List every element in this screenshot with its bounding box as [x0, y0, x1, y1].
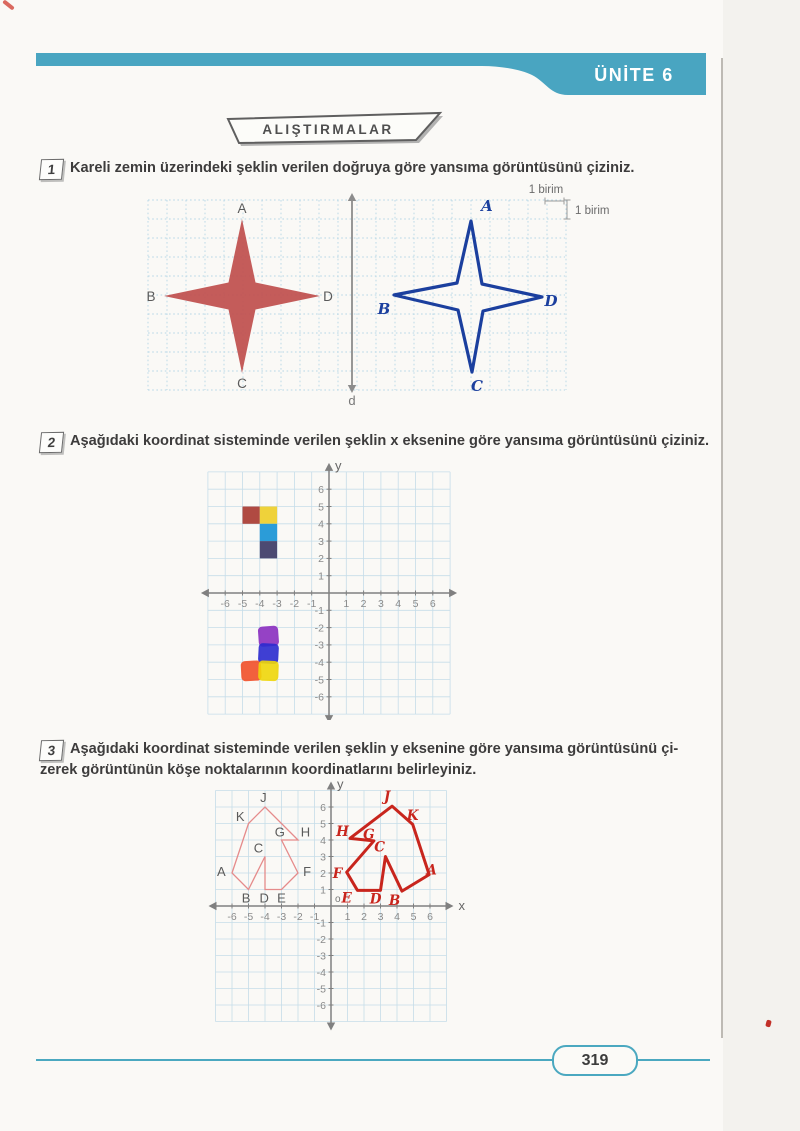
y-tick-label: 2	[318, 553, 324, 566]
exercise-2-text	[40, 431, 725, 452]
y-tick-label: 4	[318, 518, 324, 531]
x-tick-label: 5	[410, 911, 417, 923]
polygon-vertex-label: G	[274, 824, 285, 840]
red-vertex-label: J	[383, 789, 391, 806]
unit-label-right: 1 birim	[575, 205, 610, 217]
x-tick-label: -3	[276, 911, 287, 923]
figure-2	[200, 458, 465, 720]
x-tick-label: -1	[309, 911, 320, 923]
star-vertex-label: A	[237, 201, 247, 216]
y-tick-label: 2	[320, 867, 326, 880]
x-tick-label: 1	[343, 598, 350, 610]
x-tick-label: 2	[360, 598, 367, 610]
polygon-vertex-label: J	[260, 789, 267, 805]
hand-drawn-reflection-square	[241, 661, 261, 681]
axis-arrow	[348, 385, 356, 393]
four-point-star	[164, 219, 320, 373]
x-axis-label: x	[458, 898, 465, 913]
y-tick-label: -6	[314, 691, 324, 704]
shape-square	[260, 507, 277, 524]
x-tick-label: 6	[427, 911, 433, 923]
y-tick-label: -3	[316, 950, 326, 963]
y-tick-label: 3	[320, 851, 326, 864]
x-tick-label: -4	[260, 911, 270, 923]
exercise-3-line-2: zerek görüntünün köşe noktalarının koordinatlarını belirleyiniz.	[40, 762, 477, 778]
x-tick-label: -6	[220, 598, 230, 610]
red-vertex-label: F	[332, 865, 343, 882]
y-tick-label: 6	[320, 801, 326, 814]
x-tick-label: -5	[243, 911, 254, 923]
hand-drawn-reflection-square	[259, 661, 278, 680]
hand-drawn-reflection-square	[258, 626, 278, 646]
x-tick-label: 3	[377, 598, 384, 610]
x-tick-label: 2	[361, 911, 367, 923]
x-tick-label: -2	[293, 911, 303, 923]
shape-square	[260, 524, 277, 541]
y-tick-label: -1	[314, 605, 324, 618]
polygon-vertex-label: H	[300, 824, 311, 840]
y-tick-label: -2	[314, 622, 324, 635]
y-axis-label: y	[337, 778, 344, 792]
red-vertex-label: E	[341, 890, 352, 907]
pen-vertex-label: D	[544, 292, 558, 310]
unit-banner	[30, 45, 720, 100]
axes	[201, 463, 457, 720]
star-vertex-label: D	[323, 289, 333, 304]
axis-arrow	[327, 1023, 335, 1031]
y-tick-label: 6	[318, 484, 324, 496]
mirror-line-d	[348, 193, 356, 393]
polygon-vertex-label: B	[241, 890, 251, 906]
figure-3	[205, 778, 473, 1046]
exercise-1-number: 1	[39, 159, 64, 180]
y-tick-label: -5	[316, 983, 326, 996]
axis-arrow	[348, 193, 356, 201]
x-tick-label: 6	[429, 598, 436, 610]
pen-vertex-label: B	[377, 300, 391, 318]
exercise-3-line-1: Aşağıdaki koordinat sisteminde verilen şeklin y eksenine göre yansıma görüntüsünü çi-	[70, 741, 679, 757]
y-tick-label: 1	[320, 884, 326, 897]
hand-drawn-reflection-square	[259, 644, 279, 664]
axis-arrow	[209, 902, 217, 910]
pen-vertex-label: A	[481, 197, 493, 215]
x-tick-label: 4	[394, 911, 400, 923]
y-tick-label: 5	[320, 818, 326, 831]
unit-label-top: 1 birim	[528, 184, 564, 196]
y-tick-label: 1	[318, 570, 324, 583]
y-axis-label: y	[335, 458, 342, 473]
polygon-vertex-label: C	[253, 840, 264, 856]
scan-right-margin	[723, 0, 800, 1131]
y-tick-label: 5	[318, 501, 324, 514]
exercise-2-line: Aşağıdaki koordinat sisteminde verilen şeklin x eksenine göre yansıma görüntüsünü çiziniz.	[70, 433, 710, 449]
y-tick-label: -2	[316, 933, 326, 946]
x-tick-label: 5	[412, 598, 419, 610]
shape-square	[243, 507, 260, 524]
y-tick-label: 3	[318, 535, 324, 548]
red-vertex-label: B	[388, 893, 401, 910]
hand-drawn-star-reflection	[394, 221, 542, 372]
axis-arrow	[449, 589, 457, 597]
y-tick-label: -6	[316, 999, 326, 1012]
unit-brackets	[545, 198, 571, 220]
exercise-1-line: Kareli zemin üzerindeki şeklin verilen doğruya göre yansıma görüntüsünü çiziniz.	[70, 160, 635, 176]
x-tick-label: -2	[289, 598, 300, 610]
red-vertex-label: H	[336, 823, 349, 840]
figure-1	[138, 183, 628, 418]
x-tick-label: 3	[377, 911, 384, 923]
page-number-badge	[552, 1045, 638, 1076]
exercises-banner-title: ALIŞTIRMALAR	[262, 122, 394, 137]
star-vertex-label: B	[146, 289, 156, 304]
x-tick-label: 1	[344, 911, 351, 923]
red-vertex-label: C	[374, 839, 386, 856]
exercise-3-text	[40, 739, 725, 781]
polygon-vertex-label: D	[259, 890, 269, 906]
y-tick-label: -4	[314, 657, 324, 669]
y-tick-label: -4	[316, 966, 326, 979]
page-number: 319	[581, 1051, 609, 1069]
page-edge-line	[721, 58, 723, 1038]
axis-arrow	[327, 782, 335, 790]
polygon-vertex-label: K	[235, 808, 245, 824]
exercises-banner	[180, 106, 460, 154]
red-vertex-label: D	[369, 891, 382, 908]
y-tick-label: -3	[314, 639, 324, 652]
x-tick-label: -6	[227, 911, 237, 923]
red-vertex-label: K	[406, 808, 419, 825]
shape-square	[260, 541, 277, 558]
axis-arrow	[446, 902, 454, 910]
origin-label: o	[335, 894, 341, 905]
x-tick-label: 4	[395, 598, 402, 610]
y-tick-label: 4	[320, 834, 326, 847]
y-tick-label: -1	[316, 917, 326, 930]
polygon-vertex-label: F	[303, 864, 312, 880]
exercise-2-number: 2	[39, 432, 64, 453]
exercise-3-number: 3	[39, 740, 64, 761]
x-tick-label: -3	[272, 598, 282, 610]
pen-vertex-label: C	[471, 377, 483, 395]
axis-arrow	[325, 463, 333, 471]
star-vertex-label: C	[237, 376, 247, 391]
red-scan-mark	[2, 0, 15, 11]
x-tick-label: -4	[255, 598, 265, 610]
red-vertex-label: G	[363, 827, 375, 844]
x-tick-label: -1	[307, 598, 317, 610]
polygon-vertex-label: A	[216, 864, 226, 880]
red-vertex-label: A	[426, 862, 437, 879]
y-tick-label: -5	[314, 674, 324, 687]
axis-arrow	[325, 715, 333, 720]
mirror-line-label: d	[348, 393, 356, 408]
axis-arrow	[201, 589, 209, 597]
unit-title: ÜNİTE 6	[594, 65, 674, 85]
polygon-vertex-label: E	[277, 890, 286, 906]
exercise-1-text	[40, 158, 725, 179]
x-tick-label: -5	[237, 598, 248, 610]
